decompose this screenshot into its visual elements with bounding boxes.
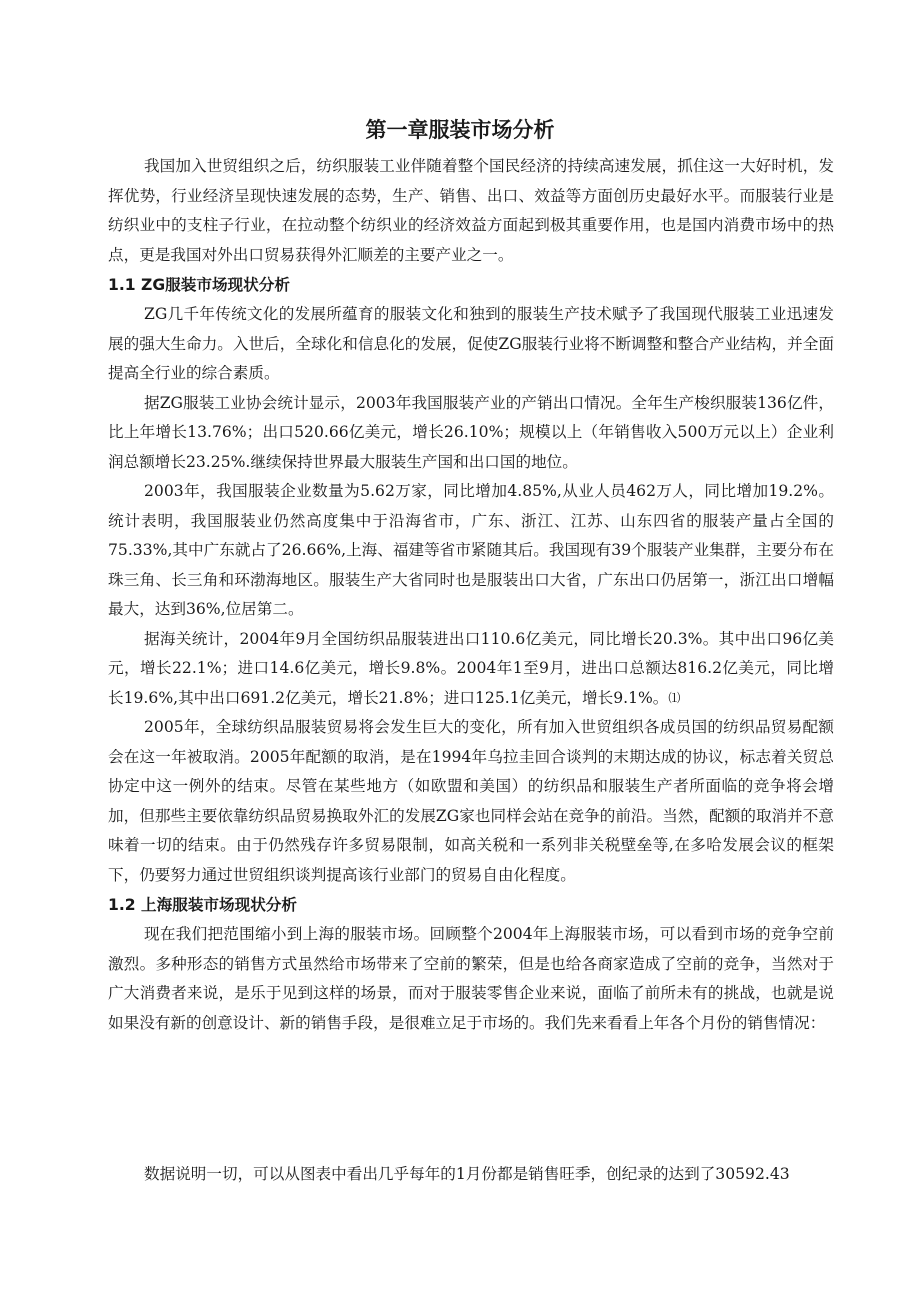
chapter-title: 第一章服装市场分析 xyxy=(365,118,555,142)
closing-paragraph: 数据说明一切，可以从图表中看出几乎每年的1月份都是销售旺季，创纪录的达到了30592.43 xyxy=(144,1165,790,1183)
s1-paragraph-1: ZG几千年传统文化的发展所蕴育的服装文化和独到的服装生产技术赋予了我国现代服装工业迅速发展的强大生命力。入世后，全球化和信息化的发展，促使ZG服装行业将不断调整和整合产业结构，并全面提高全行业的综合素质。 xyxy=(108,305,834,382)
s2-paragraph-1: 现在我们把范围缩小到上海的服装市场。回顾整个2004年上海服装市场，可以看到市场的竞争空前激烈。多种形态的销售方式虽然给市场带来了空前的繁荣，但是也给各商家造成了空前的竞争，当然对于广大消费者来说，是乐于见到这样的场景，而对于服装零售企业来说，面临了前所未有的挑战，也就是说如果没有新的创意设计、新的销售手段，是很难立足于市场的。我们先来看看上年各个月份的销售情况： xyxy=(108,925,834,1032)
body-text xyxy=(108,152,834,1038)
reference-mark: ⑴ xyxy=(668,690,681,705)
section-heading-1-2: 1.2 上海服装市场现状分析 xyxy=(108,896,297,914)
intro-paragraph: 我国加入世贸组织之后，纺织服装工业伴随着整个国民经济的持续高速发展，抓住这一大好时机，发挥优势，行业经济呈现快速发展的态势，生产、销售、出口、效益等方面创历史最好水平。而服装行业是纺织业中的支柱子行业，在拉动整个纺织业的经济效益方面起到极其重要作用，也是国内消费市场中的热点，更是我国对外出口贸易获得外汇顺差的主要产业之一。 xyxy=(108,157,834,264)
s1-paragraph-4-text: 据海关统计，2004年9月全国纺织品服装进出口110.6亿美元，同比增长20.3%。其中出口96亿美元，增长22.1%；进口14.6亿美元，增长9.8%。2004年1至9月，进出口总额达816.2亿美元，同比增长19.6%,其中出口691.2亿美元，增长21.8%；进口125.1亿美元，增长9.1%。 xyxy=(108,629,834,707)
section-heading-1-1: 1.1 ZG服装市场现状分析 xyxy=(108,276,290,294)
s1-paragraph-4 xyxy=(108,625,834,714)
s1-paragraph-2: 据ZG服装工业协会统计显示，2003年我国服装产业的产销出口情况。全年生产梭织服装136亿件，比上年增长13.76%；出口520.66亿美元，增长26.10%；规模以上（年销售收入500万元以上）企业利润总额增长23.25%.继续保持世界最大服装生产国和出口国的地位。 xyxy=(108,393,834,471)
s1-paragraph-5: 2005年，全球纺织品服装贸易将会发生巨大的变化，所有加入世贸组织各成员国的纺织品贸易配额会在这一年被取消。2005年配额的取消，是在1994年乌拉圭回合谈判的末期达成的协议，标志着关贸总协定中这一例外的结束。尽管在某些地方（如欧盟和美国）的纺织品和服装生产者所面临的竞争将会增加，但那些主要依靠纺织品贸易换取外汇的发展ZG家也同样会站在竞争的前沿。当然，配额的取消并不意味着一切的结束。由于仍然残存许多贸易限制，如高关税和一系列非关税壁垒等,在多哈发展会议的框架下，仍要努力通过世贸组织谈判提高该行业部门的贸易自由化程度。 xyxy=(108,718,834,884)
closing-text xyxy=(108,1160,834,1190)
s1-paragraph-3: 2003年，我国服装企业数量为5.62万家，同比增加4.85%,从业人员462万人，同比增加19.2%。统计表明，我国服装业仍然高度集中于沿海省市，广东、浙江、江苏、山东四省的服装产量占全国的75.33%,其中广东就占了26.66%,上海、福建等省市紧随其后。我国现有39个服装产业集群，主要分布在珠三角、长三角和环渤海地区。服装生产大省同时也是服装出口大省，广东出口仍居第一，浙江出口增幅最大，达到36%,位居第二。 xyxy=(108,482,834,618)
